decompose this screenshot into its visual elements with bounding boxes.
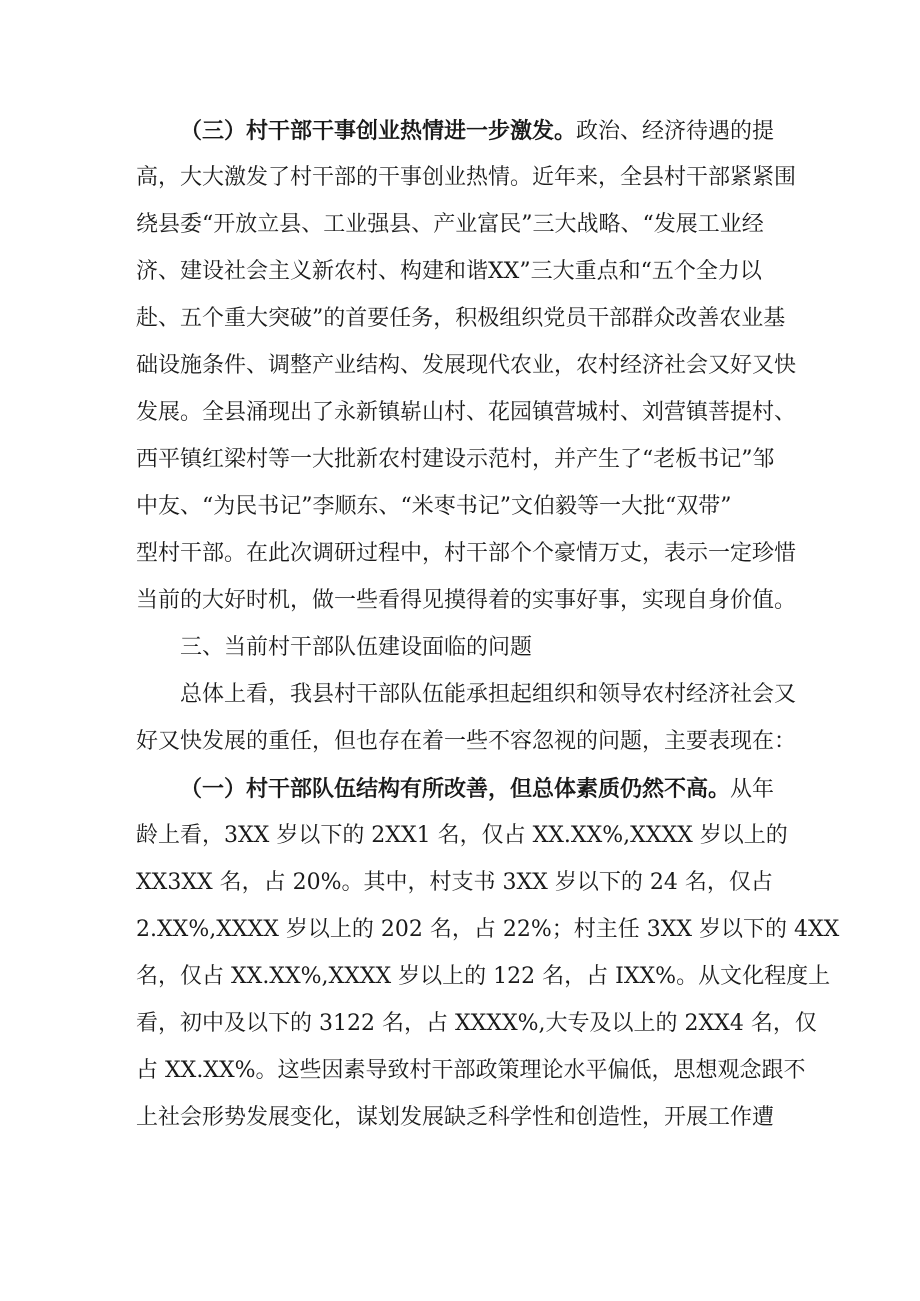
section-lead: （三）村干部干事创业热情进一步激发。 bbox=[180, 118, 577, 144]
paragraph-line: 名，仅占 XX.XX%,XXXX 岁以上的 122 名，占 IXX%。从文化程度上 bbox=[136, 964, 831, 989]
subsection-lead: （一）村干部队伍结构有所改善，但总体素质仍然不高。 bbox=[180, 776, 731, 802]
paragraph-line: 西平镇红梁村等一大批新农村建设示范村，并产生了“老板书记”邹 bbox=[136, 447, 775, 472]
subsection-text: 从年 bbox=[730, 777, 775, 802]
paragraph-line bbox=[180, 114, 774, 148]
paragraph-line: 看，初中及以下的 3122 名，占 XXXX%,大专及以上的 2XX4 名，仅 bbox=[136, 1011, 817, 1036]
paragraph-line: 赴、五个重大突破”的首要任务，积极组织党员干部群众改善农业基 bbox=[136, 306, 786, 331]
paragraph-line: 占 XX.XX%。这些因素导致村干部政策理论水平偏低，思想观念跟不 bbox=[136, 1058, 806, 1083]
paragraph-line: 好又快发展的重任，但也存在着一些不容忽视的问题，主要表现在： bbox=[136, 729, 797, 754]
paragraph-line: 当前的大好时机，做一些看得见摸得着的实事好事，实现自身价值。 bbox=[136, 588, 797, 613]
section-heading: 三、当前村干部队伍建设面临的问题 bbox=[180, 635, 533, 660]
paragraph-line: 础设施条件、调整产业结构、发展现代农业，农村经济社会又好又快 bbox=[136, 353, 797, 378]
paragraph-line: 济、建设社会主义新农村、构建和谐XX”三大重点和“五个全力以 bbox=[136, 259, 762, 284]
paragraph-line: 绕县委“开放立县、工业强县、产业富民”三大战略、“发展工业经 bbox=[136, 212, 764, 237]
paragraph-line bbox=[180, 772, 774, 806]
paragraph-line: XX3XX 名，占 20%。其中，村支书 3XX 岁以下的 24 名，仅占 bbox=[136, 870, 773, 895]
paragraph-line: 发展。全县涌现出了永新镇崭山村、花园镇营城村、刘营镇菩提村、 bbox=[136, 400, 797, 425]
paragraph-line: 型村干部。在此次调研过程中，村干部个个豪情万丈，表示一定珍惜 bbox=[136, 541, 797, 566]
paragraph-line: 2.XX%,XXXX 岁以上的 202 名，占 22%；村主任 3XX 岁以下的 4XX bbox=[136, 917, 840, 942]
section-text: 政治、经济待遇的提 bbox=[576, 119, 775, 144]
paragraph-line: 高，大大激发了村干部的干事创业热情。近年来，全县村干部紧紧围 bbox=[136, 165, 797, 190]
paragraph-line: 中友、“为民书记”李顺东、“米枣书记”文伯毅等一大批“双带” bbox=[136, 494, 732, 519]
paragraph-line: 龄上看，3XX 岁以下的 2XX1 名，仅占 XX.XX%,XXXX 岁以上的 bbox=[136, 823, 788, 848]
paragraph-line: 上社会形势发展变化，谋划发展缺乏科学性和创造性，开展工作遭 bbox=[136, 1105, 775, 1130]
paragraph-line: 总体上看，我县村干部队伍能承担起组织和领导农村经济社会又 bbox=[180, 682, 797, 707]
